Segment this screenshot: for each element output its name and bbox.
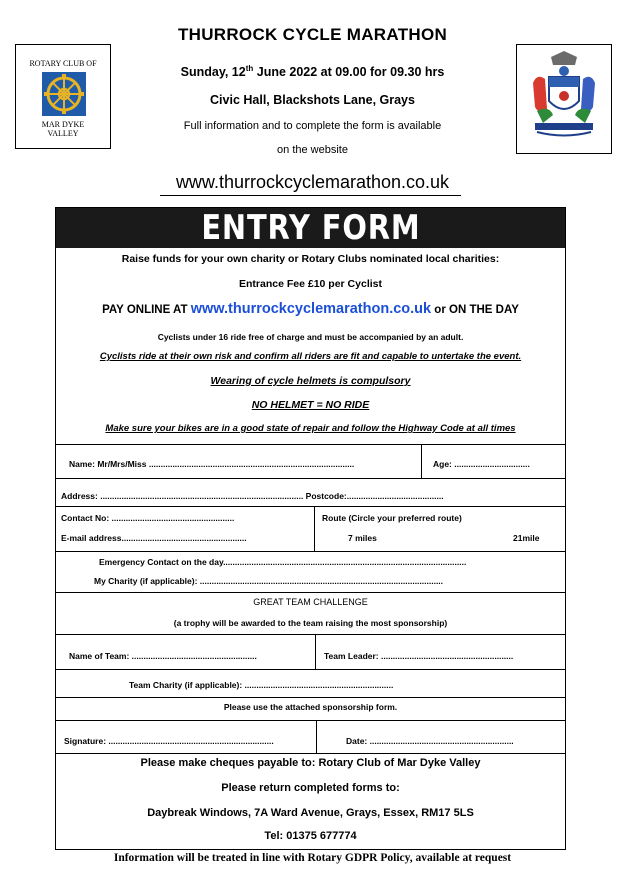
pay-pre: PAY ONLINE AT — [102, 304, 191, 316]
coat-of-arms-icon — [529, 49, 599, 147]
gdpr-footer: Information will be treated in line with Rotary GDPR Policy, available at request — [113, 852, 512, 864]
date-field[interactable]: Date: ............................................................. — [346, 736, 514, 746]
pay-post: or ON THE DAY — [431, 304, 519, 316]
team-challenge-heading: GREAT TEAM CHALLENGE — [253, 597, 368, 607]
sponsorship-note: Please use the attached sponsorship form. — [223, 702, 398, 712]
rotary-logo-line3: VALLEY — [47, 129, 79, 138]
contact-field[interactable]: Contact No: .................................................... — [61, 513, 235, 523]
event-date — [110, 64, 515, 79]
route-21-miles[interactable]: 21mile — [513, 533, 540, 543]
email-field[interactable]: E-mail address..................................................... — [61, 533, 247, 543]
info-line-2: on the website — [277, 144, 348, 156]
cheques-text: Please make cheques payable to: Rotary Club of Mar Dyke Valley — [140, 757, 481, 769]
route-label: Route (Circle your preferred route) — [322, 513, 462, 523]
entry-form-title: ENTRY FORM — [200, 208, 421, 248]
team-name-field[interactable]: Name of Team: ..................................................... — [69, 651, 257, 661]
intro-text: Raise funds for your own charity or Rotary Clubs nominated local charities: — [121, 253, 500, 265]
telephone: Tel: 01375 677774 — [264, 830, 357, 842]
route-7-miles[interactable]: 7 miles — [348, 533, 377, 543]
signature-field[interactable]: Signature: ...................................................................... — [64, 736, 274, 746]
team-leader-field[interactable]: Team Leader: ........................................................ — [324, 651, 514, 661]
entry-form — [55, 207, 566, 850]
pay-online-line — [56, 301, 565, 317]
under16-text: Cyclists under 16 ride free of charge and must be accompanied by an adult. — [157, 332, 464, 342]
rotary-logo-line2: MAR DYKE — [41, 120, 85, 129]
name-field[interactable]: Name: Mr/Mrs/Miss ....................................................................................... — [69, 459, 355, 469]
no-helmet-text: NO HELMET = NO RIDE — [251, 399, 370, 411]
team-charity-field[interactable]: Team Charity (if applicable): ............................................................... — [129, 680, 394, 690]
helmets-text: Wearing of cycle helmets is compulsory — [210, 375, 411, 387]
address-field[interactable]: Address: ...................................................................................... Postcode:......................................... — [61, 491, 444, 501]
return-text: Please return completed forms to: — [221, 782, 400, 794]
age-field[interactable]: Age: ................................ — [433, 459, 530, 469]
info-line-1: Full information and to complete the form is available — [183, 120, 442, 132]
rotary-logo — [15, 44, 111, 149]
event-date-post: June 2022 at 09.00 for 09.30 hrs — [253, 65, 445, 80]
event-date-pre: Sunday, 12 — [180, 65, 246, 80]
entry-form-banner — [56, 208, 565, 248]
emergency-contact-field[interactable]: Emergency Contact on the day....................................................................................................... — [99, 557, 467, 567]
coat-of-arms-logo — [516, 44, 612, 154]
website-underline — [160, 195, 461, 196]
page-title: THURROCK CYCLE MARATHON — [177, 25, 448, 44]
website-link[interactable]: www.thurrockcyclemarathon.co.uk — [175, 172, 450, 192]
event-date-sup: th — [245, 64, 254, 73]
rotary-logo-line1: ROTARY CLUB OF — [29, 59, 97, 68]
rotary-wheel-icon — [42, 72, 86, 116]
pay-online-link[interactable]: www.thurrockcyclemarathon.co.uk — [190, 301, 432, 317]
my-charity-field[interactable]: My Charity (if applicable): ....................................................................................................... — [94, 576, 444, 586]
event-venue: Civic Hall, Blackshots Lane, Grays — [210, 93, 415, 107]
entrance-fee: Entrance Fee £10 per Cyclist — [239, 278, 382, 290]
risk-text: Cyclists ride at their own risk and confirm all riders are fit and capable to untertake the event. — [99, 351, 522, 362]
return-address: Daybreak Windows, 7A Ward Avenue, Grays, Essex, RM17 5LS — [147, 807, 474, 819]
repair-text: Make sure your bikes are in a good state of repair and follow the Highway Code at all times — [105, 423, 516, 434]
trophy-text: (a trophy will be awarded to the team raising the most sponsorship) — [173, 618, 448, 628]
